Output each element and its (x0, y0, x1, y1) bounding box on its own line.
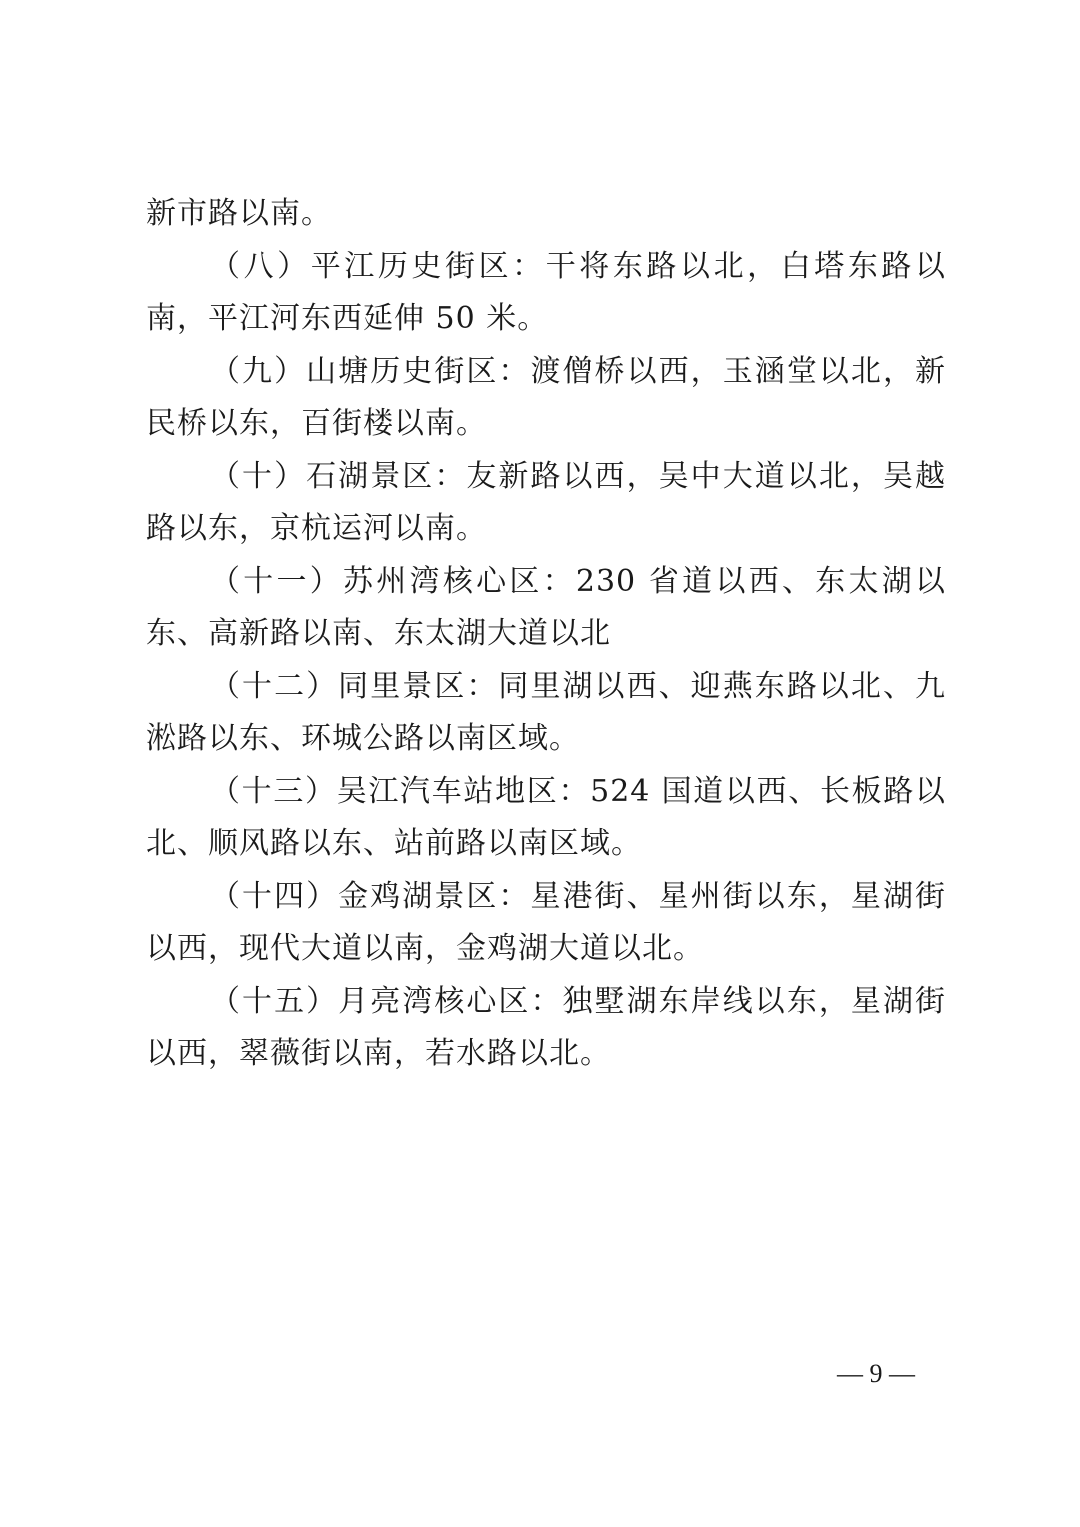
paragraph-item-14: （十四）金鸡湖景区：星港街、星州街以东，星湖街以西，现代大道以南，金鸡湖大道以北。 (146, 878, 946, 966)
page-number: — 9 — (837, 1359, 915, 1388)
document-body (146, 188, 946, 1081)
paragraph-item-10: （十）石湖景区：友新路以西，吴中大道以北，吴越路以东，京杭运河以南。 (146, 458, 946, 546)
paragraph-item-11: （十一）苏州湾核心区：230 省道以西、东太湖以东、高新路以南、东太湖大道以北 (146, 563, 946, 651)
paragraph-item-15: （十五）月亮湾核心区：独墅湖东岸线以东，星湖街以西，翠薇街以南，若水路以北。 (146, 983, 946, 1071)
paragraph-item-9: （九）山塘历史街区：渡僧桥以西，玉涵堂以北，新民桥以东，百街楼以南。 (146, 353, 946, 441)
paragraph-item-8: （八）平江历史街区：干将东路以北，白塔东路以南，平江河东西延伸 50 米。 (146, 248, 946, 336)
paragraph-item-13: （十三）吴江汽车站地区：524 国道以西、长板路以北、顺风路以东、站前路以南区域。 (146, 773, 946, 861)
paragraph-item-12: （十二）同里景区：同里湖以西、迎燕东路以北、九淞路以东、环城公路以南区域。 (146, 668, 946, 756)
paragraph-continuation: 新市路以南。 (146, 196, 332, 231)
